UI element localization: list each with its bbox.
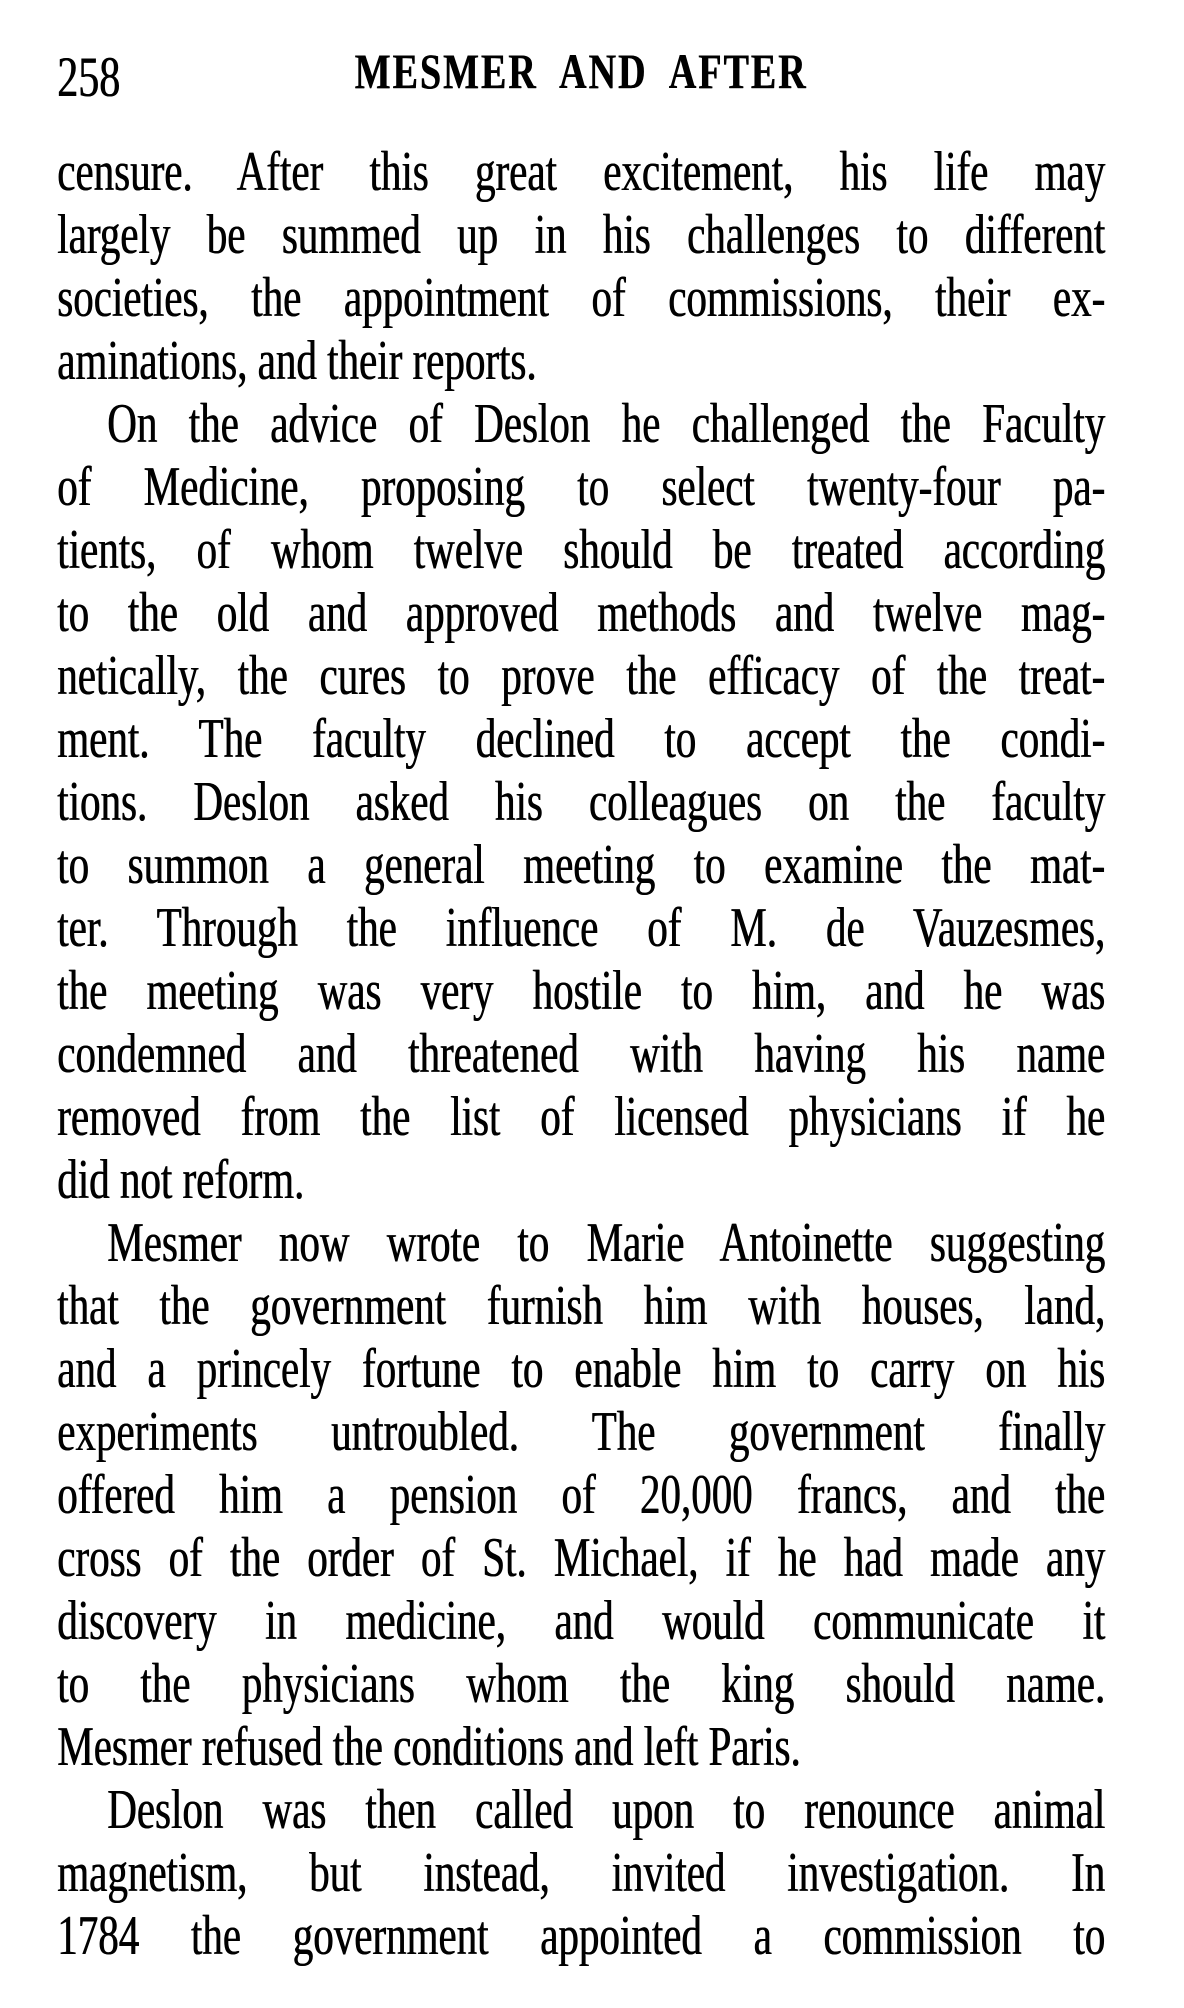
text-line: discovery in medicine, and would communicate it [57, 1588, 1105, 1652]
text-line: Mesmer refused the conditions and left Paris. [57, 1714, 801, 1778]
text-line: Mesmer now wrote to Marie Antoinette suggesting [107, 1210, 1105, 1274]
text-line: netically, the cures to prove the efficacy of the treat- [57, 643, 1105, 707]
text-line: censure. After this great excitement, his life may [57, 139, 1105, 203]
text-line: magnetism, but instead, invited investigation. In [57, 1840, 1105, 1904]
text-line: Deslon was then called upon to renounce animal [107, 1777, 1105, 1841]
text-line: that the government furnish him with houses, land, [57, 1273, 1105, 1337]
text-line: societies, the appointment of commissions, their ex- [57, 265, 1105, 329]
text-line: to the physicians whom the king should name. [57, 1651, 1105, 1715]
text-line: tions. Deslon asked his colleagues on the faculty [57, 769, 1105, 833]
paragraph [57, 140, 1105, 392]
text-line: On the advice of Deslon he challenged the Faculty [107, 391, 1105, 455]
text-line: the meeting was very hostile to him, and he was [57, 958, 1105, 1022]
text-line: experiments untroubled. The government finally [57, 1399, 1105, 1463]
text-line: ter. Through the influence of M. de Vauzesmes, [57, 895, 1105, 959]
text-line: ment. The faculty declined to accept the condi- [57, 706, 1105, 770]
text-line: tients, of whom twelve should be treated according [57, 517, 1105, 581]
text-line: 1784 the government appointed a commission to [57, 1903, 1105, 1967]
paragraph [57, 392, 1105, 1211]
text-line: aminations, and their reports. [57, 328, 537, 392]
text-line: offered him a pension of 20,000 francs, and the [57, 1462, 1105, 1526]
text-line: and a princely fortune to enable him to carry on his [57, 1336, 1105, 1400]
page-number: 258 [57, 47, 120, 110]
text-line: condemned and threatened with having his name [57, 1021, 1105, 1085]
text-line: cross of the order of St. Michael, if he had made any [57, 1525, 1105, 1589]
text-line: to the old and approved methods and twelve mag- [57, 580, 1105, 644]
text-line: largely be summed up in his challenges to different [57, 202, 1105, 266]
text-line: to summon a general meeting to examine the mat- [57, 832, 1105, 896]
text-line: did not reform. [57, 1147, 305, 1211]
paragraph [57, 1778, 1105, 1967]
text-line: removed from the list of licensed physicians if he [57, 1084, 1105, 1148]
text-line: of Medicine, proposing to select twenty-four pa- [57, 454, 1105, 518]
page-body [57, 140, 1105, 1967]
running-title: MESMER AND AFTER [354, 45, 808, 100]
running-head [57, 44, 1105, 110]
paragraph [57, 1211, 1105, 1778]
